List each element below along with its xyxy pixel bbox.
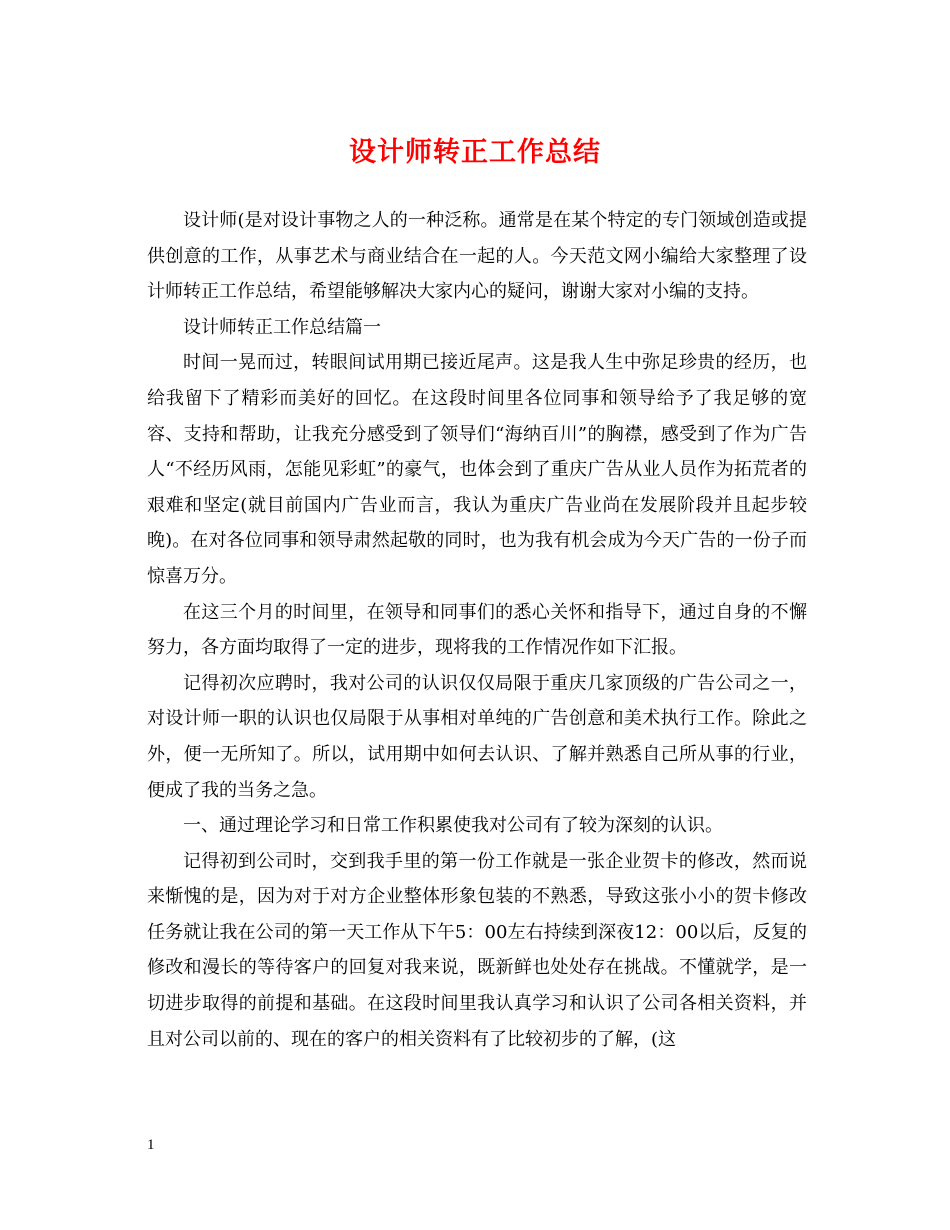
section-heading: 设计师转正工作总结篇一	[183, 316, 381, 338]
body-paragraph: 时间一晃而过，转眼间试用期已接近尾声。这是我人生中弥足珍贵的经历，也给我留下了精彩而美好的回忆。在这段时间里各位同事和领导给予了我足够的宽容、支持和帮助，让我充分感受到了领导们“海纳百川”的胸襟，感受到了作为广告人“不经历风雨，怎能见彩虹”的豪气，也体会到了重庆广告从业人员作为拓荒者的艰难和坚定(就目前国内广告业而言，我认为重庆广告业尚在发展阶段并且起步较晚)。在对各位同事和领导肃然起敬的同时，也为我有机会成为今天广告的一份子而惊喜万分。	[147, 352, 807, 587]
page-number: 1	[147, 1137, 155, 1153]
document-body	[147, 203, 807, 1057]
body-paragraph: 在这三个月的时间里，在领导和同事们的悉心关怀和指导下，通过自身的不懈努力，各方面均取得了一定的进步，现将我的工作情况作如下汇报。	[147, 601, 807, 659]
body-paragraph: 记得初次应聘时，我对公司的认识仅仅局限于重庆几家顶级的广告公司之一，对设计师一职的认识也仅局限于从事相对单纯的广告创意和美术执行工作。除此之外，便一无所知了。所以，试用期中如何去认识、了解并熟悉自己所从事的行业，便成了我的当务之急。	[147, 672, 807, 801]
document-title: 设计师转正工作总结	[349, 137, 601, 168]
numbered-heading: 一、通过理论学习和日常工作积累使我对公司有了较为深刻的认识。	[183, 815, 723, 837]
intro-paragraph: 设计师(是对设计事物之人的一种泛称。通常是在某个特定的专门领域创造或提供创意的工作，从事艺术与商业结合在一起的人。今天范文网小编给大家整理了设计师转正工作总结，希望能够解决大家内心的疑问，谢谢大家对小编的支持。	[147, 210, 807, 303]
body-paragraph: 记得初到公司时，交到我手里的第一份工作就是一张企业贺卡的修改，然而说来惭愧的是，因为对于对方企业整体形象包装的不熟悉，导致这张小小的贺卡修改任务就让我在公司的第一天工作从下午5：00左右持续到深夜12：00以后，反复的修改和漫长的等待客户的回复对我来说，既新鲜也处处存在挑战。不懂就学，是一切进步取得的前提和基础。在这段时间里我认真学习和认识了公司各相关资料，并且对公司以前的、现在的客户的相关资料有了比较初步的了解，(这	[147, 850, 807, 1050]
